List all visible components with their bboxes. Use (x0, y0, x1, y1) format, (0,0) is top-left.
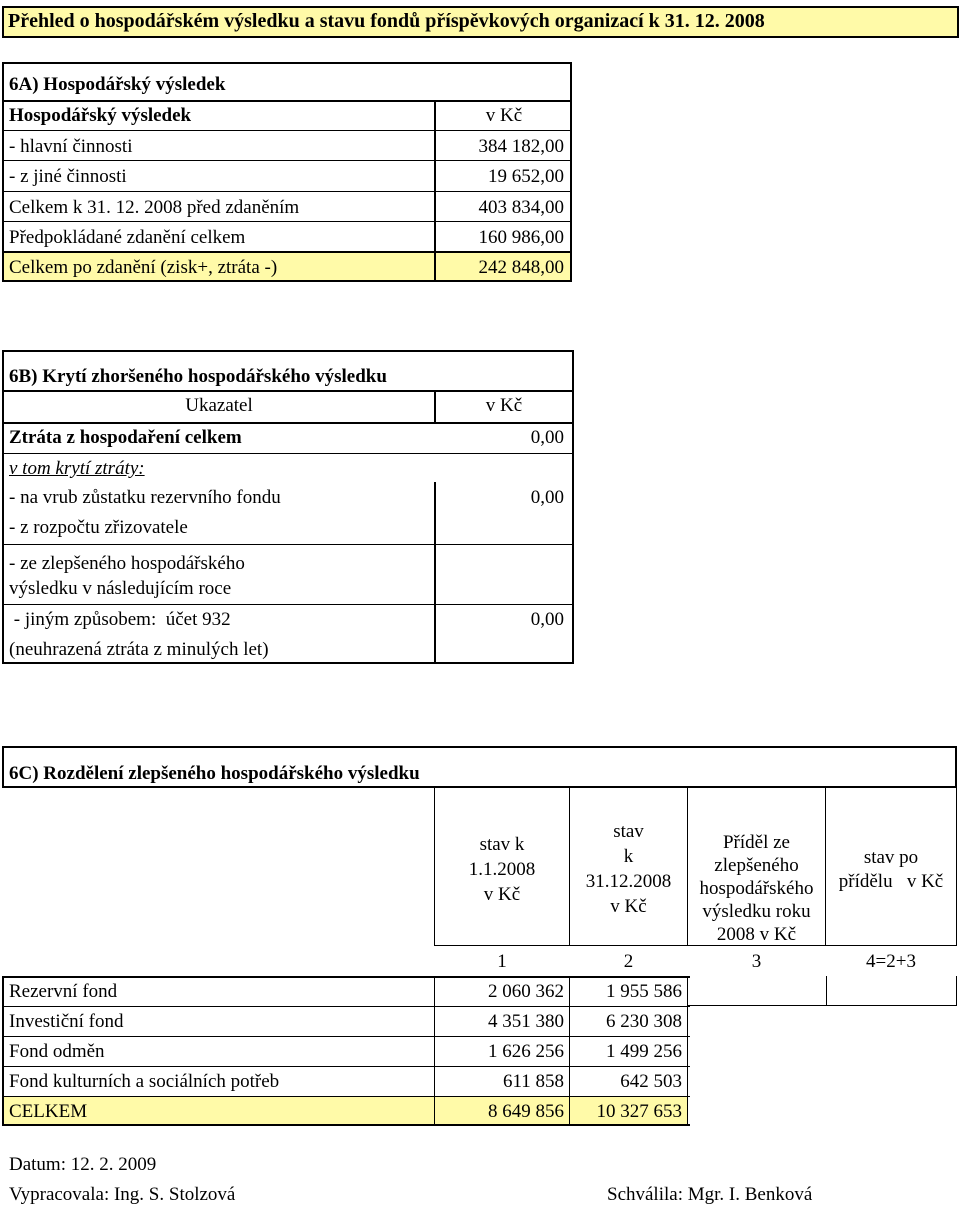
footer-prepared-by: Vypracovala: Ing. S. Stolzová (9, 1184, 236, 1205)
header-text: 2008 v Kč (716, 924, 797, 945)
budget-label: - z rozpočtu zřizovatele (9, 517, 188, 538)
section-b-col-label: Ukazatel (185, 395, 253, 416)
section-a-row-value: 403 834,00 (478, 197, 564, 218)
section-a-heading: 6A) Hospodářský výsledek (9, 74, 226, 95)
col-number: 4=2+3 (866, 951, 916, 972)
header-text: k (623, 846, 634, 867)
header-text: hospodářského (699, 878, 814, 899)
header-text: zlepšeného (714, 855, 799, 876)
section-a-col-unit: v Kč (485, 105, 523, 126)
section-c-heading: 6C) Rozdělení zlepšeného hospodářského výsledku (9, 763, 420, 784)
fund-row-value-2: 1 499 256 (606, 1041, 682, 1062)
next-year-label: výsledku v následujícím roce (9, 578, 232, 599)
header-col-3 (688, 832, 825, 946)
section-b-heading: 6B) Krytí zhoršeného hospodářského výsledku (9, 366, 387, 387)
other-label: (neuhrazená ztráta z minulých let) (9, 639, 269, 660)
header-text: přídělu v Kč (838, 871, 944, 892)
fund-row-value-2: 642 503 (620, 1071, 682, 1092)
fund-total-label: CELKEM (9, 1101, 88, 1122)
section-a-row-label: Celkem po zdanění (zisk+, ztráta -) (9, 257, 278, 278)
fund-row-label: Rezervní fond (9, 981, 118, 1002)
section-b-col-unit: v Kč (485, 395, 523, 416)
fund-row-value-1: 1 626 256 (488, 1041, 564, 1062)
header-text: stav po (863, 847, 919, 868)
section-a-row-value: 242 848,00 (478, 257, 564, 278)
other-value: 0,00 (530, 609, 564, 630)
fund-row-value-2: 1 955 586 (606, 981, 682, 1002)
section-a-row-value: 384 182,00 (478, 136, 564, 157)
reserve-label: - na vrub zůstatku rezervního fondu (9, 487, 281, 508)
coverage-label: v tom krytí ztráty: (9, 458, 145, 479)
footer-approved-by: Schválila: Mgr. I. Benková (607, 1184, 813, 1205)
next-year-label: - ze zlepšeného hospodářského (9, 553, 245, 574)
header-col-4 (826, 847, 956, 893)
col-number: 1 (497, 951, 507, 972)
fund-total-value-1: 8 649 856 (488, 1101, 564, 1122)
page-title: Přehled o hospodářském výsledku a stavu fondů příspěvkových organizací k 31. 12. 2008 (8, 10, 765, 32)
header-text: Příděl ze (722, 832, 790, 853)
col-number: 2 (623, 951, 634, 972)
fund-row-value-1: 4 351 380 (488, 1011, 564, 1032)
section-a-row-label: Předpokládané zdanění celkem (9, 227, 246, 248)
section-a-row-label: - hlavní činnosti (9, 136, 133, 157)
footer-date: Datum: 12. 2. 2009 (9, 1154, 157, 1175)
fund-row-label: Fond odměn (9, 1041, 105, 1062)
header-col-1 (436, 834, 568, 906)
header-text: v Kč (610, 896, 647, 917)
fund-total-value-2: 10 327 653 (596, 1101, 682, 1122)
header-text: v Kč (483, 884, 521, 905)
fund-row-label: Investiční fond (9, 1011, 124, 1032)
header-text: 1.1.2008 (468, 859, 536, 880)
header-text: 31.12.2008 (585, 871, 672, 892)
loss-total-value: 0,00 (530, 427, 564, 448)
section-a-row-label: Celkem k 31. 12. 2008 před zdaněním (9, 197, 300, 218)
header-col-2 (570, 821, 687, 918)
other-label: - jiným způsobem: účet 932 (9, 609, 231, 630)
col-number: 3 (751, 951, 762, 972)
fund-row-value-1: 2 060 362 (488, 981, 564, 1002)
section-a-row-value: 160 986,00 (478, 227, 564, 248)
fund-row-value-1: 611 858 (502, 1071, 564, 1092)
fund-row-value-2: 6 230 308 (606, 1011, 682, 1032)
section-a-row-label: - z jiné činnosti (9, 166, 127, 187)
header-text: výsledku roku (702, 901, 811, 922)
section-a-col-label: Hospodářský výsledek (9, 105, 192, 126)
fund-row-label: Fond kulturních a sociálních potřeb (9, 1071, 280, 1092)
reserve-value: 0,00 (530, 487, 564, 508)
header-text: stav k (479, 834, 525, 855)
loss-total-label: Ztráta z hospodaření celkem (9, 427, 242, 448)
header-text: stav (613, 821, 644, 842)
section-a-row-value: 19 652,00 (488, 166, 564, 187)
